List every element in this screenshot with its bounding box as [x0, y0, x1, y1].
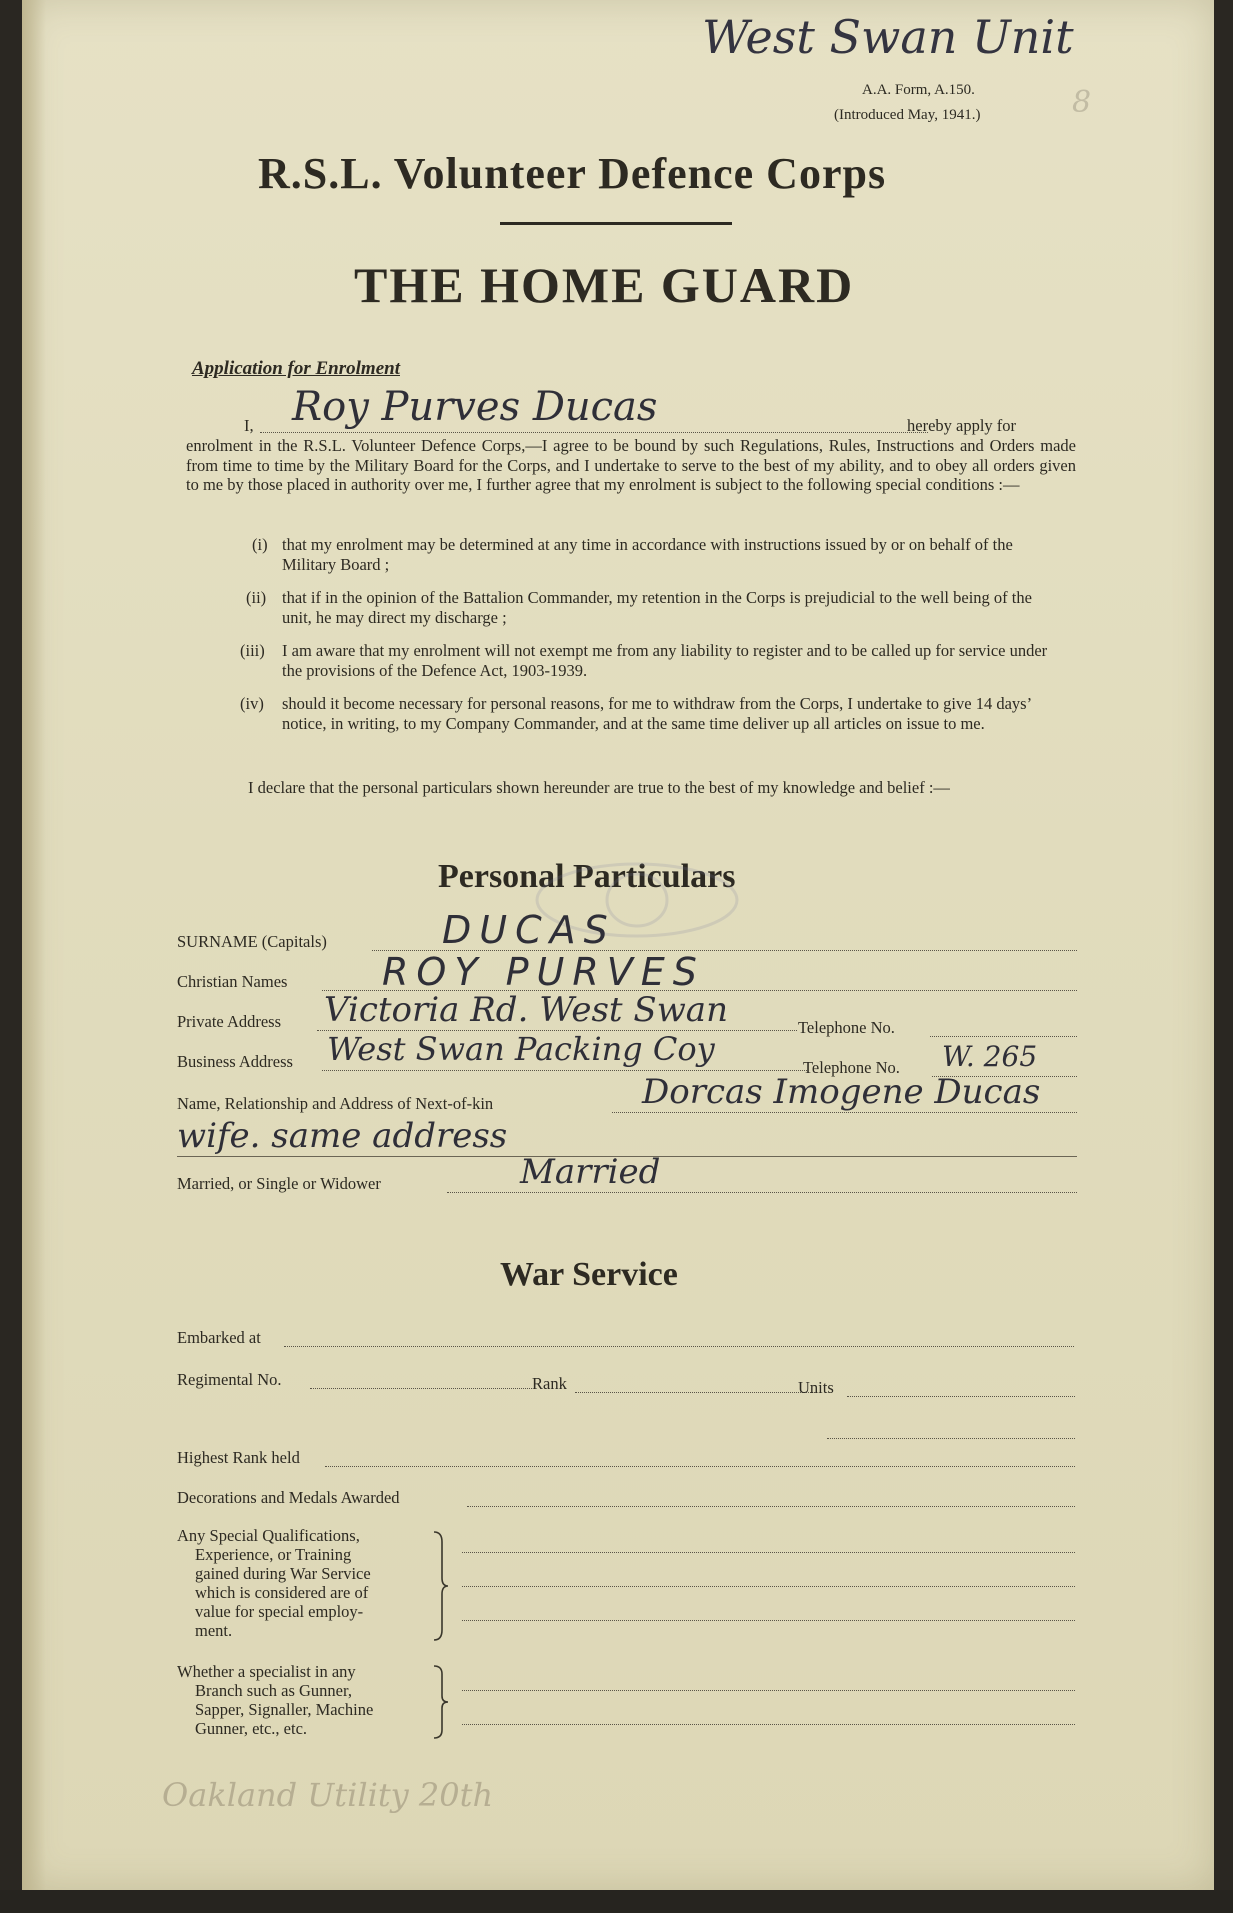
specialist-line-3: Sapper, Signaller, Machine	[195, 1700, 374, 1719]
special-line-blank-1	[462, 1552, 1075, 1553]
condition-1-number: (i)	[252, 535, 268, 554]
special-line-blank-3	[462, 1620, 1075, 1621]
rank-line	[575, 1392, 817, 1393]
decorations-label: Decorations and Medals Awarded	[177, 1488, 400, 1507]
next-of-kin-handwritten-2: wife. same address	[177, 1116, 508, 1156]
specialist-line-2: Branch such as Gunner,	[195, 1681, 352, 1700]
business-address-line	[322, 1070, 807, 1071]
condition-3	[240, 641, 1050, 680]
units-line-2	[827, 1438, 1075, 1439]
next-of-kin-handwritten: Dorcas Imogene Ducas	[642, 1072, 1041, 1112]
apply-suffix: hereby apply for	[907, 416, 1017, 435]
specialist-line-1: Whether a specialist in any	[177, 1662, 356, 1681]
scan-bottom-edge	[0, 1890, 1233, 1913]
applicant-name-handwritten: Roy Purves Ducas	[292, 384, 658, 430]
marital-status-handwritten: Married	[520, 1152, 661, 1192]
enrolment-paragraph: enrolment in the R.S.L. Volunteer Defence Corps,—I agree to be bound by such Regulations, Rules, Instructions and Orders made from time to time by the Military Board for the Corps, and I undertake to serve to the best of my ability, and to obey all orders given to me by those placed in authority over me, I further agree that my enrolment is subject to the following special conditions :—	[186, 436, 1076, 494]
telephone-label: Telephone No.	[798, 1018, 895, 1037]
special-line-5: value for special employ-	[195, 1602, 364, 1621]
highest-rank-label: Highest Rank held	[177, 1448, 300, 1467]
specialist-line-blank-2	[462, 1724, 1075, 1725]
condition-2-number: (ii)	[246, 588, 267, 607]
telephone-2-handwritten: W. 265	[942, 1040, 1038, 1073]
surname-handwritten: DUCAS	[442, 908, 616, 952]
christian-names-handwritten: ROY PURVES	[382, 950, 705, 994]
handwritten-unit-name: West Swan Unit	[702, 10, 1074, 64]
form-number: A.A. Form, A.150.	[862, 82, 975, 98]
regimental-no-label: Regimental No.	[177, 1370, 282, 1389]
war-service-heading: War Service	[500, 1256, 678, 1293]
corner-pencil-mark: 8	[1072, 85, 1092, 120]
business-address-handwritten: West Swan Packing Coy	[327, 1030, 715, 1068]
private-address-handwritten: Victoria Rd. West Swan	[324, 990, 728, 1030]
condition-1	[252, 535, 1062, 574]
special-line-1: Any Special Qualifications,	[177, 1526, 360, 1545]
specialist-brace-icon	[432, 1664, 450, 1740]
regimental-no-line	[310, 1388, 532, 1389]
telephone-2-label: Telephone No.	[803, 1058, 900, 1077]
condition-2	[246, 588, 1056, 627]
personal-particulars-heading: Personal Particulars	[438, 858, 736, 895]
decorations-line	[467, 1506, 1075, 1507]
special-qualifications-label	[177, 1526, 371, 1640]
condition-3-number: (iii)	[240, 641, 265, 660]
condition-2-text: that if in the opinion of the Battalion Commander, my retention in the Corps is prejudicial to the well being of the unit, he may direct my discharge ;	[282, 588, 1032, 627]
christian-names-label: Christian Names	[177, 972, 288, 991]
special-line-2: Experience, or Training	[195, 1545, 352, 1564]
highest-rank-line	[325, 1466, 1075, 1467]
applicant-name-line	[260, 432, 928, 433]
specialist-line-blank-1	[462, 1690, 1075, 1691]
declaration-text: I declare that the personal particulars shown hereunder are true to the best of my knowledge and belief :—	[248, 778, 950, 797]
next-of-kin-label: Name, Relationship and Address of Next-of-kin	[177, 1094, 494, 1113]
form-introduced-date: (Introduced May, 1941.)	[834, 107, 981, 123]
units-line	[847, 1396, 1075, 1397]
special-brace-icon	[432, 1530, 450, 1642]
special-line-3: gained during War Service	[195, 1564, 371, 1583]
next-of-kin-line	[612, 1112, 1077, 1113]
special-line-blank-2	[462, 1586, 1075, 1587]
special-line-4: which is considered are of	[195, 1583, 369, 1602]
applicant-prefix: I,	[244, 416, 254, 435]
marital-status-label: Married, or Single or Widower	[177, 1174, 381, 1193]
private-address-label: Private Address	[177, 1012, 282, 1031]
condition-4	[240, 694, 1050, 733]
rank-label: Rank	[532, 1374, 567, 1393]
condition-3-text: I am aware that my enrolment will not exempt me from any liability to register and to be called up for service under the provisions of the Defence Act, 1903-1939.	[282, 641, 1048, 680]
surname-label: SURNAME (Capitals)	[177, 932, 327, 951]
main-title: THE HOME GUARD	[354, 257, 855, 313]
marital-status-line	[447, 1192, 1077, 1193]
business-address-label: Business Address	[177, 1052, 293, 1071]
units-label: Units	[798, 1378, 834, 1397]
specialist-label	[177, 1662, 373, 1738]
application-heading: Application for Enrolment	[192, 358, 400, 379]
embarked-label: Embarked at	[177, 1328, 261, 1347]
condition-4-number: (iv)	[240, 694, 264, 713]
title-rule	[500, 222, 732, 225]
paper-edge	[22, 0, 46, 1890]
condition-1-text: that my enrolment may be determined at any time in accordance with instructions issued by or on behalf of the Military Board ;	[282, 535, 1013, 574]
condition-4-text: should it become necessary for personal reasons, for me to withdraw from the Corps, I undertake to give 14 days’ notice, in writing, to my Company Commander, and at the same time deliver up all articles on issue to me.	[282, 694, 1031, 733]
pencil-note: Oakland Utility 20th	[162, 1776, 494, 1814]
corps-title: R.S.L. Volunteer Defence Corps	[258, 149, 887, 198]
specialist-line-4: Gunner, etc., etc.	[195, 1719, 308, 1738]
embarked-line	[284, 1346, 1074, 1347]
special-line-6: ment.	[195, 1621, 233, 1640]
telephone-line	[930, 1036, 1077, 1037]
form-page	[22, 0, 1214, 1890]
